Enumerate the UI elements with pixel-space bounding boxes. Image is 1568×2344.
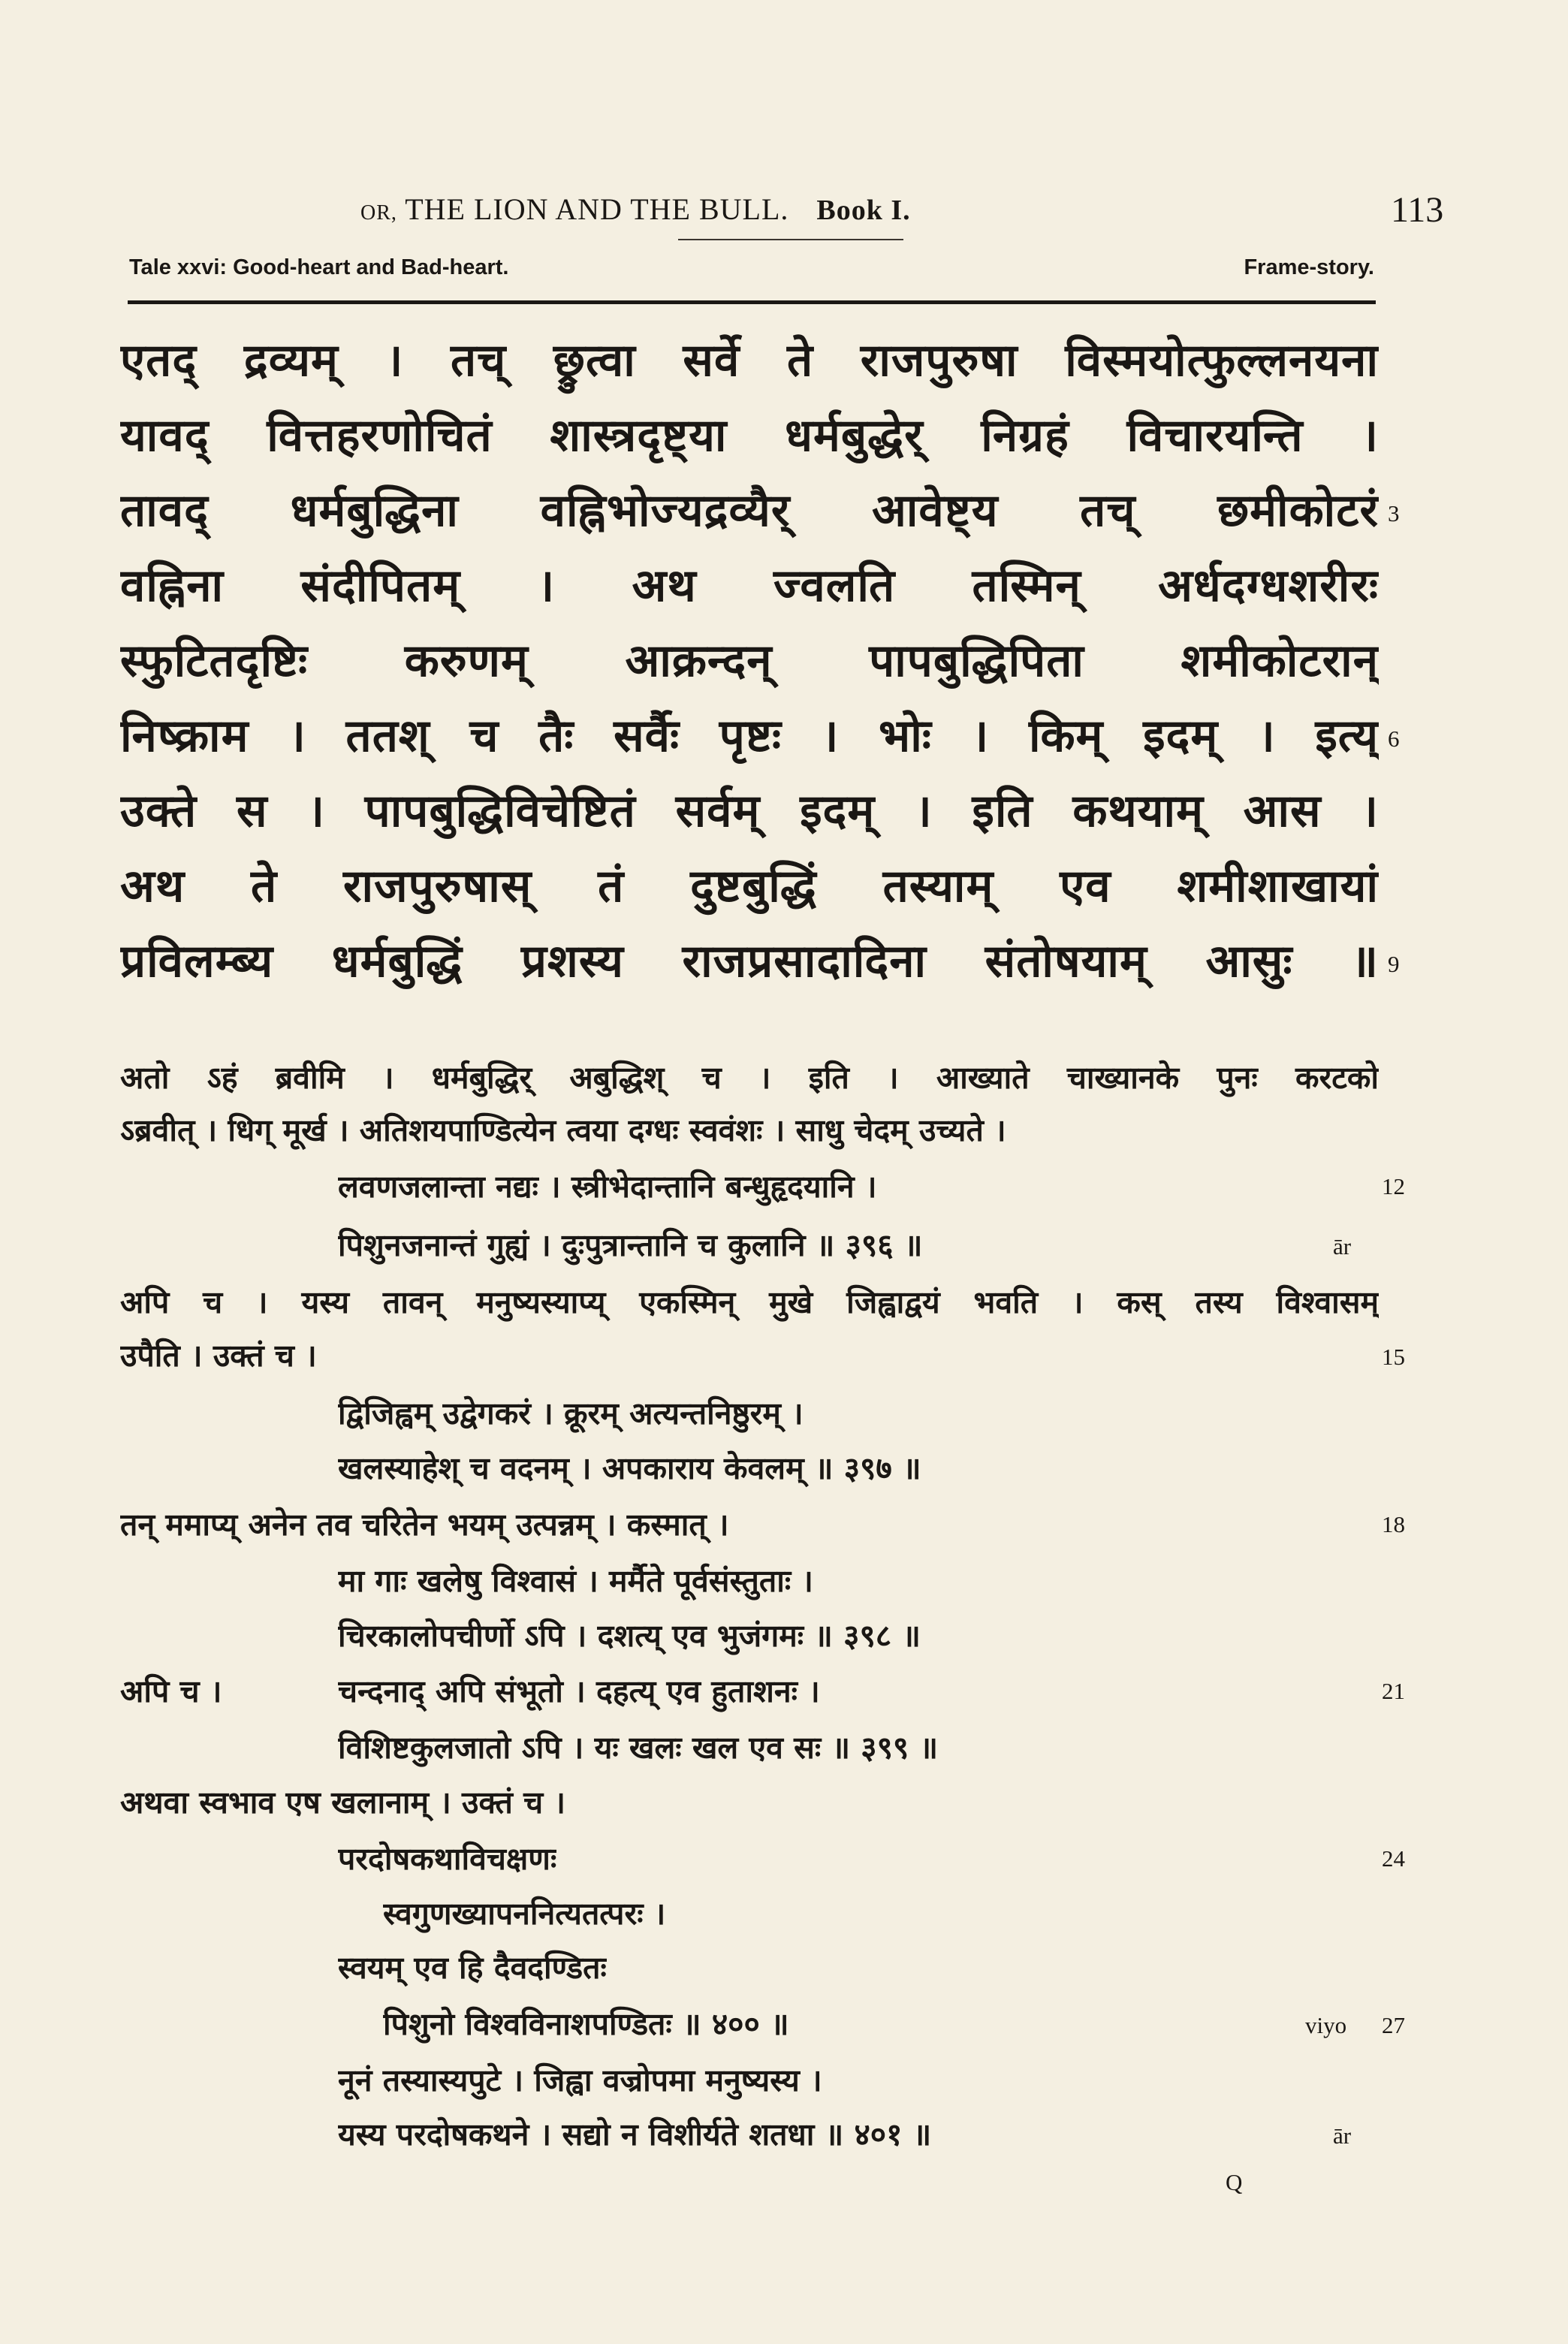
prose-line: एतद् द्रव्यम् । तच् छ्रुत्वा सर्वे ते राजपुरुषा विस्मयोत्फुल्लनयना [120,334,1379,387]
line-number: 3 [1388,500,1400,526]
text-line: अथवा स्वभाव एष खलानाम् । उक्तं च । [120,1784,565,1821]
header-rule [128,300,1376,304]
verse-line: परदोषकथाविचक्षणः [338,1841,557,1877]
text-lead: अपि च । [120,1673,222,1709]
prose-line: तावद् धर्मबुद्धिना वह्निभोज्यद्रव्यैर् आवेष्ट्य तच् छमीकोटरं [120,484,1379,537]
verse-line: नूनं तस्यास्यपुटे । जिह्वा वज्रोपमा मनुष्यस्य । [338,2062,822,2098]
section-label: Frame-story. [1244,255,1374,279]
line-number: 24 [1382,1845,1405,1872]
line-number: 12 [1382,1173,1405,1199]
prose-line: वह्निना संदीपितम् । अथ ज्वलति तस्मिन् अर्धदग्धशरीरः [120,560,1379,612]
prose-line: स्फुटितदृष्टिः करुणम् आक्रन्दन् पापबुद्धिपिता शमीकोटरान् [120,635,1379,687]
tale-title: Tale xxvi: Good-heart and Bad-heart. [129,255,509,279]
text-line: ऽब्रवीत् । धिग् मूर्ख । अतिशयपाण्डित्येन त्वया दग्धः स्ववंशः । साधु चेदम् उच्यते । [120,1112,1006,1148]
verse-line: खलस्याहेश् च वदनम् । अपकाराय केवलम् ॥ ३९७ ॥ [338,1450,921,1486]
line-number: 15 [1382,1344,1405,1370]
line-number: 6 [1388,726,1400,752]
verse-line: लवणजलान्ता नद्यः । स्त्रीभेदान्तानि बन्धुहृदयानि । [338,1169,877,1205]
text-line: अपि च । यस्य तावन् मनुष्यस्याप्य् एकस्मिन् मुखे जिह्वाद्वयं भवति । कस् तस्य विश्वासम् [120,1284,1379,1320]
prose-line: निष्क्राम । ततश् च तैः सर्वैः पृष्टः । भोः । किम् इदम् । इत्य् [120,710,1379,762]
text-line: उपैति । उक्तं च । [120,1338,317,1374]
prose-line: यावद् वित्तहरणोचितं शास्त्रदृष्ट्या धर्मबुद्धेर् निग्रहं विचारयन्ति । [120,409,1379,462]
text-line: अतो ऽहं ब्रवीमि । धर्मबुद्धिर् अबुद्धिश् च । इति । आख्याते चाख्यानके पुनः करटको [120,1060,1379,1096]
running-head-book: Book I. [816,195,911,226]
text-line: तन् ममाप्य् अनेन तव चरितेन भयम् उत्पन्नम् । कस्मात् । [120,1507,729,1543]
line-number: 9 [1388,951,1400,977]
running-head-prefix: OR, [360,201,397,225]
running-head-title: THE LION AND THE BULL. [405,192,789,226]
running-head [360,192,911,227]
meter-annotation: ār [1333,2122,1352,2149]
meter-annotation: viyo [1305,2012,1347,2038]
verse-line: मा गाः खलेषु विश्वासं । मर्मैते पूर्वसंस्तुताः । [338,1563,813,1599]
page-number: 113 [1391,190,1444,230]
verse-line: चिरकालोपचीर्णो ऽपि । दशत्य् एव भुजंगमः ॥ ३९८ ॥ [338,1618,921,1654]
line-number: 27 [1382,2012,1405,2038]
verse-line: स्वयम् एव हि दैवदण्डितः [338,1950,607,1986]
verse-line: पिशुनो विश्वविनाशपण्डितः ॥ ४०० ॥ [383,2006,789,2042]
prose-line: अथ ते राजपुरुषास् तं दुष्टबुद्धिं तस्याम् एव शमीशाखायां [120,860,1379,913]
prose-block [120,323,1379,999]
signature-mark: Q [1226,2169,1243,2195]
head-rule [678,239,903,240]
line-number: 18 [1382,1511,1405,1537]
line-number: 21 [1382,1678,1405,1704]
meter-annotation: ār [1333,1233,1352,1259]
verse-line: द्विजिह्वम् उद्वेगकरं । क्रूरम् अत्यन्तनिष्ठुरम् । [338,1395,804,1431]
verse-line: स्वगुणख्यापननित्यतत्परः । [383,1896,666,1932]
verse-line: विशिष्टकुलजातो ऽपि । यः खलः खल एव सः ॥ ३९९ ॥ [338,1730,939,1766]
verse-line: चन्दनाद् अपि संभूतो । दहत्य् एव हुताशनः । [338,1673,820,1709]
verse-line: पिशुनजनान्तं गुह्यं । दुःपुत्रान्तानि च कुलानि ॥ ३९६ ॥ [338,1227,923,1263]
prose-line: उक्ते स । पापबुद्धिविचेष्टितं सर्वम् इदम् । इति कथयाम् आस । [120,785,1379,837]
verse-line: यस्य परदोषकथने । सद्यो न विशीर्यते शतधा ॥ ४०१ ॥ [338,2116,932,2152]
prose-line: प्रविलम्ब्य धर्मबुद्धिं प्रशस्य राजप्रसादादिना संतोषयाम् आसुः ॥ [120,935,1379,988]
